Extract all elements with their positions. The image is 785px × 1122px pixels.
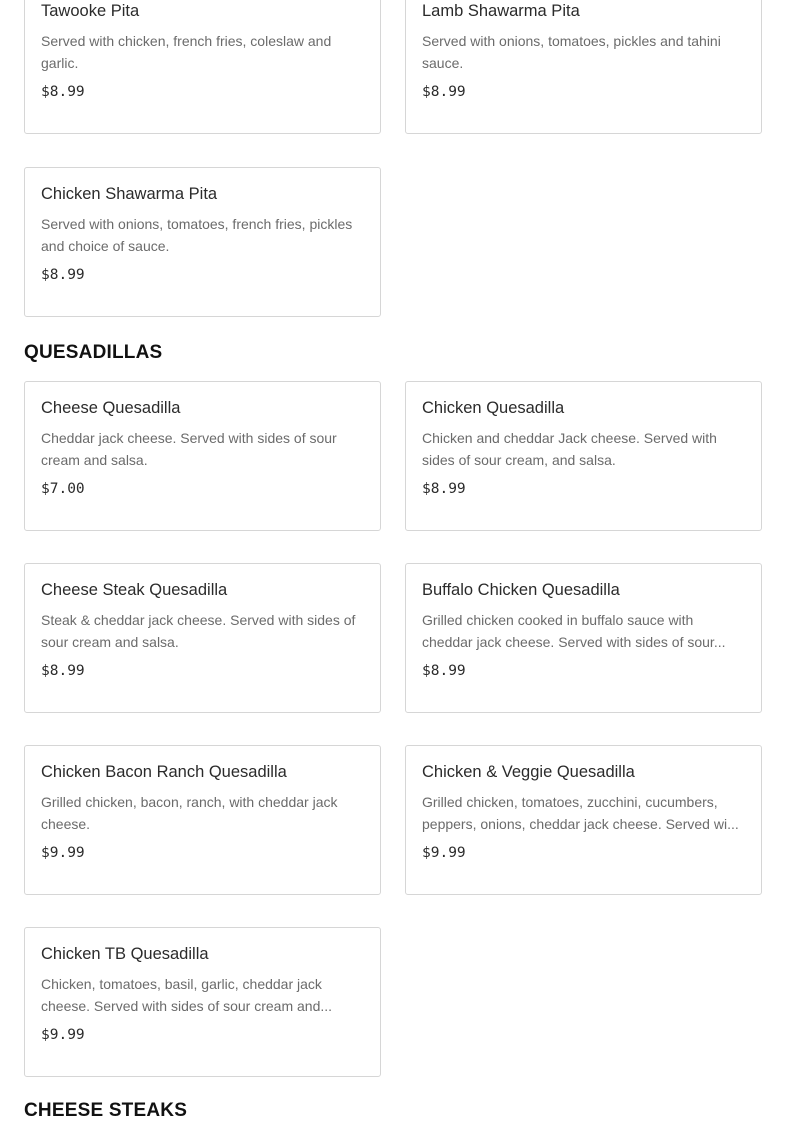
menu-item-name: Lamb Shawarma Pita (422, 2, 580, 20)
menu-item-name: Chicken Quesadilla (422, 399, 565, 417)
section-title-cheese-steaks: CHEESE STEAKS (24, 1100, 188, 1121)
menu-item-price: $8.99 (41, 663, 85, 679)
menu-item-card[interactable] (24, 0, 381, 134)
menu-item-price: $7.00 (41, 481, 85, 497)
menu-item-price: $9.99 (41, 1027, 85, 1043)
menu-item-card[interactable] (24, 745, 381, 895)
menu-item-description: Grilled chicken cooked in buffalo sauce with cheddar jack cheese. Served with sides of sour... (422, 612, 726, 650)
menu-item-description: Grilled chicken, bacon, ranch, with cheddar jack cheese. (41, 794, 338, 832)
menu-item-price: $8.99 (422, 84, 466, 100)
menu-item-description: Served with onions, tomatoes, french fries, pickles and choice of sauce. (41, 216, 353, 254)
menu-item-name: Buffalo Chicken Quesadilla (422, 581, 620, 599)
menu-item-name: Chicken Bacon Ranch Quesadilla (41, 763, 287, 781)
menu-item-price: $8.99 (41, 267, 85, 283)
menu-item-description: Served with chicken, french fries, coleslaw and garlic. (41, 33, 332, 71)
menu-item-card[interactable] (24, 927, 381, 1077)
menu-item-name: Cheese Steak Quesadilla (41, 581, 228, 599)
menu-item-name: Chicken TB Quesadilla (41, 945, 209, 963)
menu-item-card[interactable] (405, 381, 762, 531)
menu-item-price: $9.99 (41, 845, 85, 861)
menu-item-description: Cheddar jack cheese. Served with sides of sour cream and salsa. (41, 430, 337, 468)
section-title-quesadillas: QUESADILLAS (24, 342, 163, 363)
menu-item-name: Tawooke Pita (41, 2, 140, 20)
menu-item-card[interactable] (24, 167, 381, 317)
menu-item-card[interactable] (24, 381, 381, 531)
menu-item-name: Chicken Shawarma Pita (41, 185, 218, 203)
menu-item-description: Steak & cheddar jack cheese. Served with sides of sour cream and salsa. (41, 612, 356, 650)
menu-item-description: Served with onions, tomatoes, pickles and tahini sauce. (422, 33, 721, 71)
menu-item-price: $8.99 (422, 663, 466, 679)
menu-item-card[interactable] (24, 563, 381, 713)
menu-item-card[interactable] (405, 0, 762, 134)
menu-item-name: Cheese Quesadilla (41, 399, 181, 417)
menu-item-name: Chicken & Veggie Quesadilla (422, 763, 635, 781)
menu-item-card[interactable] (405, 563, 762, 713)
menu-item-card[interactable] (405, 745, 762, 895)
menu-item-description: Grilled chicken, tomatoes, zucchini, cucumbers, peppers, onions, cheddar jack cheese. Served wi... (422, 794, 739, 832)
menu-item-price: $8.99 (41, 84, 85, 100)
menu-item-price: $9.99 (422, 845, 466, 861)
menu-item-description: Chicken and cheddar Jack cheese. Served with sides of sour cream, and salsa. (422, 430, 717, 468)
menu-item-description: Chicken, tomatoes, basil, garlic, cheddar jack cheese. Served with sides of sour cream and... (41, 976, 333, 1014)
menu-item-price: $8.99 (422, 481, 466, 497)
